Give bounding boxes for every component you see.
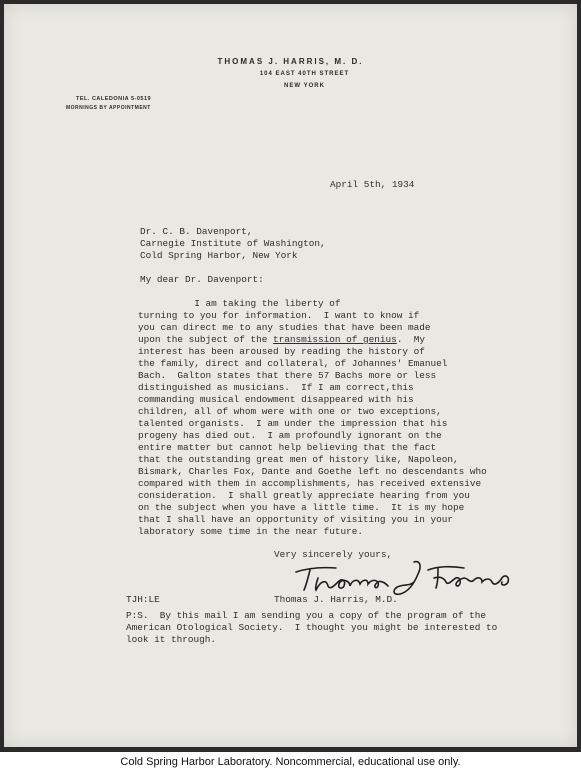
body-line: that the outstanding great men of history like, Napoleon, [138, 454, 459, 465]
body-line [138, 334, 487, 346]
underlined-phrase: transmission of genius [273, 334, 397, 345]
typed-signature-name: Thomas J. Harris, M.D. [274, 594, 398, 605]
body-line: turning to you for information. I want to know if [138, 310, 420, 321]
archive-footer: Cold Spring Harbor Laboratory. Noncommercial, educational use only. [120, 756, 461, 768]
handwritten-signature [288, 556, 528, 598]
letterhead-telephone: TEL. CALEDONIA 5-0519 [76, 96, 152, 102]
letter-paper [4, 4, 577, 747]
body-line: the family, direct and collateral, of Johannes' Emanuel [138, 358, 448, 369]
closing: Very sincerely yours, [274, 549, 393, 560]
letterhead-address: 104 EAST 40TH STREET [259, 71, 350, 77]
body-line: Bismark, Charles Fox, Dante and Goethe left no descendants who [138, 466, 487, 477]
letterhead-name: THOMAS J. HARRIS, M. D. [217, 57, 364, 66]
body-text: upon the subject of the [138, 334, 274, 345]
recipient-name: Dr. C. B. Davenport, [140, 226, 253, 237]
letter-body [138, 298, 487, 538]
recipient-institution: Carnegie Institute of Washington, [140, 238, 326, 249]
body-line: that I shall have an opportunity of visiting you in your [138, 514, 454, 525]
ps-line: P:S. By this mail I am sending you a copy of the program of the [126, 610, 487, 621]
body-text: . My [396, 334, 425, 345]
recipient-location: Cold Spring Harbor, New York [140, 250, 298, 261]
body-line: compared with them in accomplishments, has received extensive [138, 478, 482, 489]
recipient-address [140, 226, 326, 262]
body-line: children, all of whom were with one or two exceptions, [138, 406, 442, 417]
body-line: you can direct me to any studies that have been made [138, 322, 431, 333]
typist-initials: TJH:LE [126, 594, 160, 605]
letterhead-city: NEW YORK [284, 83, 325, 89]
body-line: consideration. I shall greatly appreciate hearing from you [138, 490, 470, 501]
ps-line: American Otological Society. I thought you might be interested to [126, 622, 498, 633]
salutation: My dear Dr. Davenport: [140, 274, 264, 285]
body-line: Bach. Galton states that there 57 Bachs more or less [138, 370, 437, 381]
body-line: I am taking the liberty of [138, 298, 341, 309]
body-line: laboratory some time in the near future. [138, 526, 364, 537]
body-line: interest has been aroused by reading the history of [138, 346, 425, 357]
ps-line: look it through. [126, 634, 217, 645]
body-line: distinguished as musicians. If I am correct,this [138, 382, 414, 393]
letterhead-hours: MORNINGS BY APPOINTMENT [66, 105, 151, 111]
body-line: commanding musical endowment disappeared with his [138, 394, 414, 405]
letter-date: April 5th, 1934 [330, 179, 415, 190]
body-line: talented organists. I am under the impression that his [138, 418, 448, 429]
postscript [126, 610, 497, 646]
body-line: on the subject when you have a little time. It is my hope [138, 502, 465, 513]
body-line: progeny has died out. I am profoundly ignorant on the [138, 430, 442, 441]
body-line: entire matter but cannot help believing that the fact [138, 442, 437, 453]
